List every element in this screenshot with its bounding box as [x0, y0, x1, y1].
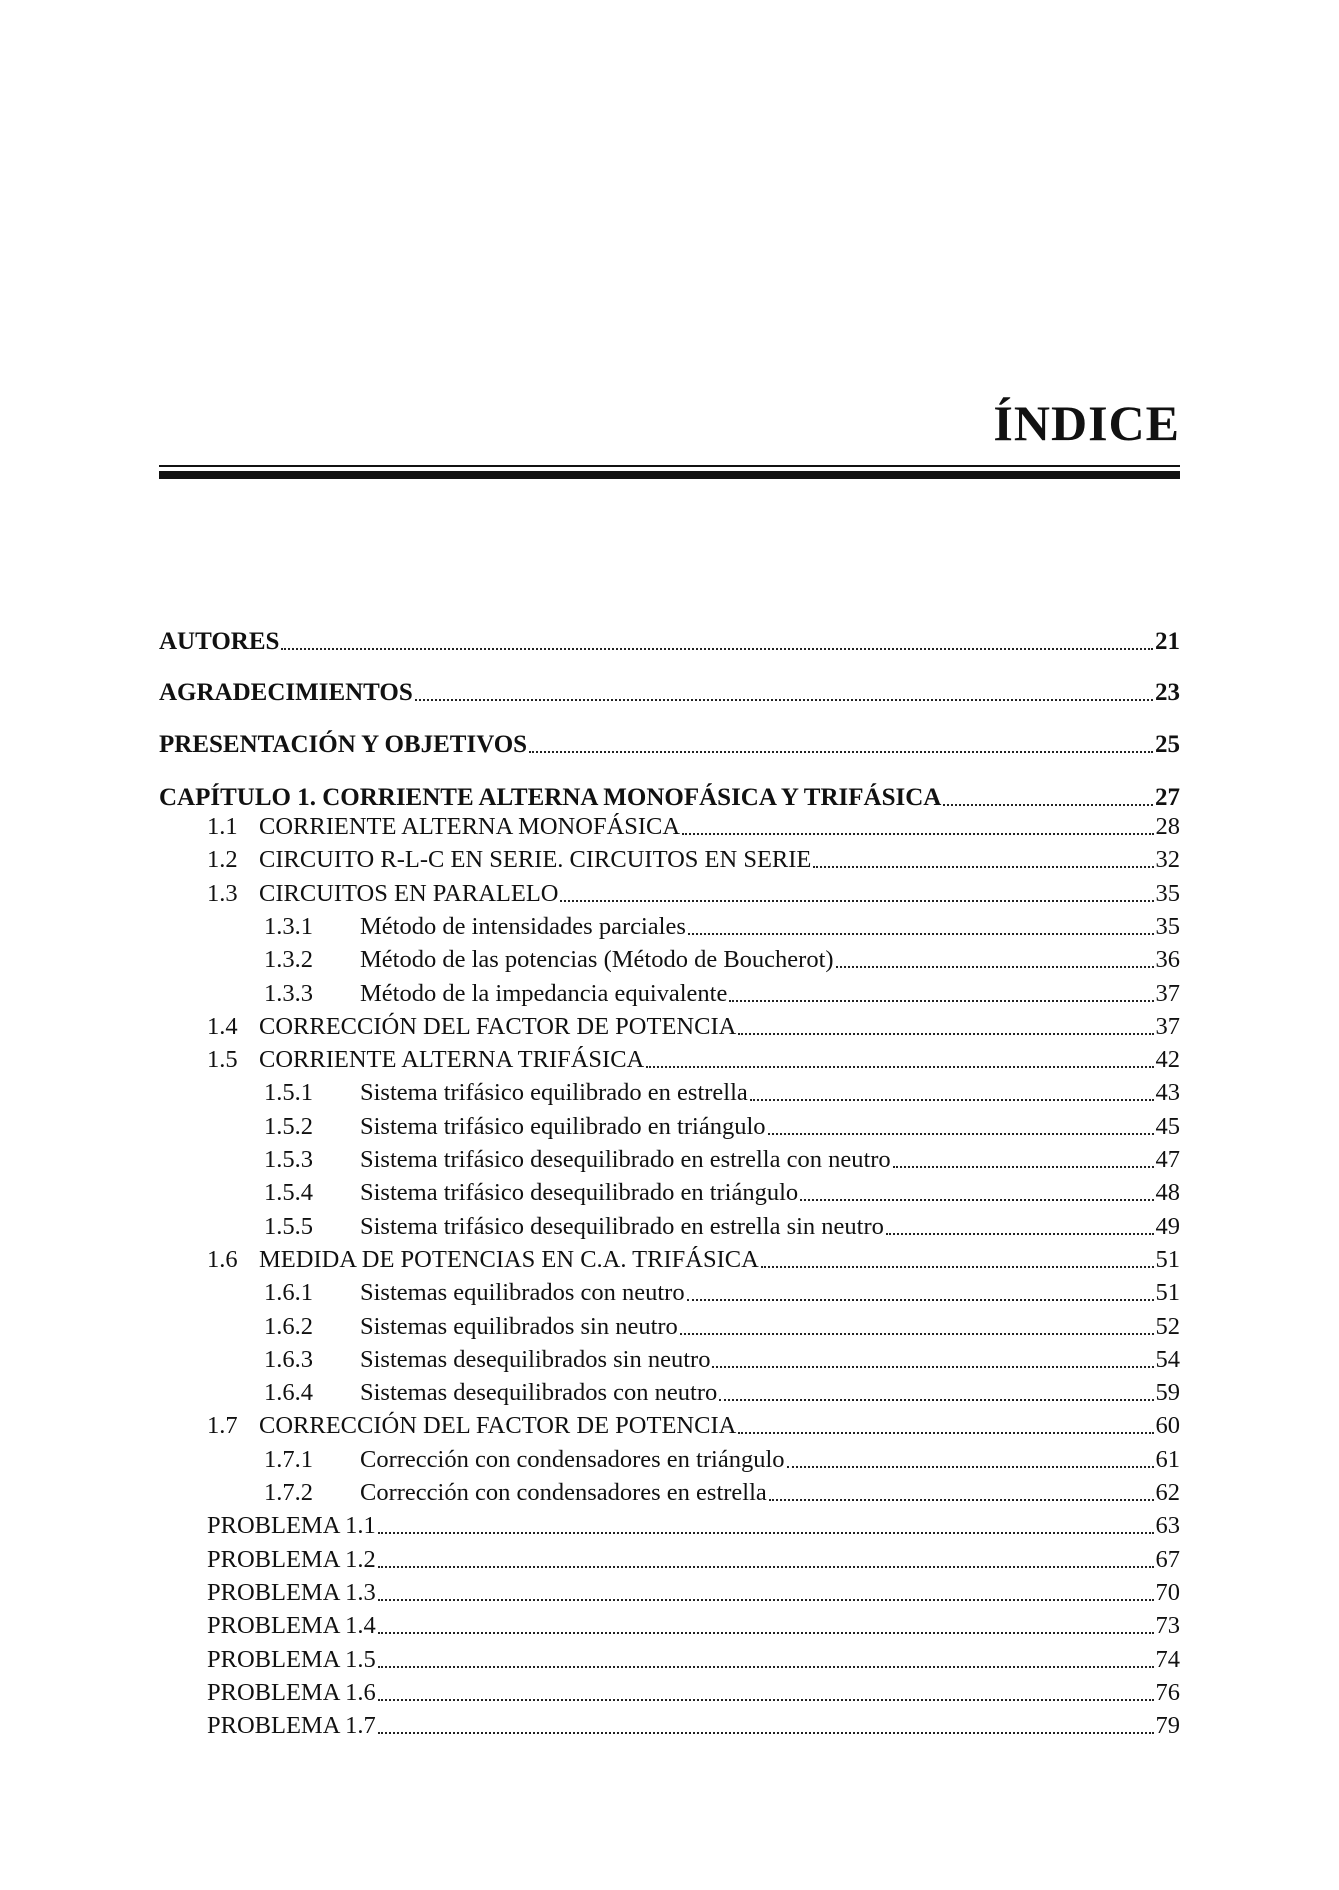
toc-entry-page: 28: [1155, 813, 1180, 840]
dot-leader: [750, 1099, 1154, 1101]
toc-section-entry[interactable]: [159, 880, 1180, 908]
toc-entry-number: 1.7.2: [264, 1479, 313, 1506]
dot-leader: [378, 1732, 1154, 1734]
toc-entry-number: 1.4: [207, 1012, 238, 1040]
dot-leader: [712, 1366, 1153, 1368]
toc-entry-number: 1.6: [207, 1245, 238, 1273]
toc-subsection-entry[interactable]: [159, 1279, 1180, 1307]
toc-entry-title: Sistema trifásico desequilibrado en triángulo: [360, 1179, 799, 1207]
dot-leader: [738, 1432, 1153, 1434]
dot-leader: [719, 1399, 1153, 1401]
dot-leader: [769, 1499, 1154, 1501]
toc-entry-page: 35: [1155, 879, 1180, 907]
toc-entry-title: CORRECCIÓN DEL FACTOR DE POTENCIA: [259, 1412, 737, 1440]
toc-entry-page: 21: [1155, 628, 1180, 655]
toc-entry-title: Método de las potencias (Método de Boucherot): [360, 946, 834, 974]
toc-subsection-entry[interactable]: [159, 1313, 1180, 1341]
toc-entry-page: 36: [1155, 946, 1180, 974]
toc-entry-page: 54: [1155, 1345, 1180, 1373]
toc-main-entry[interactable]: [159, 679, 1180, 707]
toc-entry-number: 1.7.1: [264, 1445, 313, 1473]
dot-leader: [378, 1666, 1154, 1668]
toc-entry-title: Sistemas equilibrados con neutro: [360, 1279, 685, 1307]
dot-leader: [281, 648, 1153, 650]
toc-entry-page: 76: [1155, 1678, 1180, 1706]
toc-entry-page: 42: [1155, 1046, 1180, 1074]
toc-entry-title: Sistema trifásico desequilibrado en estrella con neutro: [360, 1146, 891, 1173]
toc-entry-page: 32: [1155, 846, 1180, 874]
toc-entry-title: PRESENTACIÓN Y OBJETIVOS: [159, 731, 528, 758]
dot-leader: [943, 804, 1153, 806]
toc-entry-title: MEDIDA DE POTENCIAS EN C.A. TRIFÁSICA: [259, 1245, 759, 1273]
toc-problem-entry[interactable]: [159, 1646, 1180, 1674]
toc-entry-title: PROBLEMA 1.3: [207, 1578, 376, 1606]
toc-entry-number: 1.2: [207, 846, 238, 874]
toc-entry-page: 70: [1155, 1578, 1180, 1606]
dot-leader: [378, 1599, 1154, 1601]
toc-problem-entry[interactable]: [159, 1679, 1180, 1707]
toc-entry-page: 27: [1155, 784, 1180, 811]
toc-entry-number: 1.3: [207, 879, 238, 907]
toc-entry-number: 1.3.3: [264, 979, 313, 1007]
dot-leader: [687, 1299, 1154, 1301]
toc-entry-number: 1.5.3: [264, 1146, 313, 1173]
toc-entry-page: 61: [1155, 1445, 1180, 1473]
dot-leader: [560, 900, 1153, 902]
toc-entry-page: 47: [1155, 1146, 1180, 1173]
toc-entry-title: Sistemas equilibrados sin neutro: [360, 1312, 678, 1340]
toc-main-entry[interactable]: [159, 628, 1180, 656]
toc-entry-number: 1.3.1: [264, 912, 313, 940]
dot-leader: [800, 1199, 1153, 1201]
toc-entry-title: Sistemas desequilibrados con neutro: [360, 1379, 718, 1407]
toc-entry-page: 37: [1155, 1012, 1180, 1040]
toc-main-entry[interactable]: [159, 784, 1180, 812]
toc-entry-number: 1.6.3: [264, 1345, 313, 1373]
toc-problem-entry[interactable]: [159, 1712, 1180, 1740]
toc-entry-title: Sistema trifásico desequilibrado en estrella sin neutro: [360, 1212, 884, 1240]
toc-entry-title: CORRECCIÓN DEL FACTOR DE POTENCIA: [259, 1012, 737, 1040]
toc-entry-title: PROBLEMA 1.5: [207, 1645, 376, 1673]
toc-subsection-entry[interactable]: [159, 980, 1180, 1008]
toc-entry-title: AUTORES: [159, 628, 280, 655]
toc-entry-page: 37: [1155, 979, 1180, 1007]
toc-entry-title: PROBLEMA 1.2: [207, 1545, 376, 1573]
toc-entry-title: Sistema trifásico equilibrado en triángulo: [360, 1112, 766, 1140]
dot-leader: [787, 1466, 1154, 1468]
title-rule-thin: [159, 465, 1180, 467]
dot-leader: [761, 1266, 1154, 1268]
toc-section-entry[interactable]: [159, 846, 1180, 874]
toc-entry-page: 79: [1155, 1712, 1180, 1740]
dot-leader: [813, 866, 1153, 868]
toc-subsection-entry[interactable]: [159, 1379, 1180, 1407]
dot-leader: [415, 699, 1153, 701]
dot-leader: [729, 1000, 1153, 1002]
toc-subsection-entry[interactable]: [159, 1179, 1180, 1207]
toc-entry-page: 73: [1155, 1612, 1180, 1640]
toc-entry-title: Método de intensidades parciales: [360, 912, 686, 940]
toc-entry-title: CIRCUITOS EN PARALELO: [259, 879, 559, 907]
dot-leader: [893, 1166, 1154, 1168]
toc-entry-page: 23: [1155, 679, 1180, 706]
toc-subsection-entry[interactable]: [159, 1479, 1180, 1507]
dot-leader: [529, 751, 1153, 753]
toc-entry-title: PROBLEMA 1.7: [207, 1712, 376, 1740]
toc-entry-title: PROBLEMA 1.4: [207, 1612, 376, 1640]
toc-entry-title: Corrección con condensadores en estrella: [360, 1479, 767, 1506]
toc-entry-page: 35: [1155, 912, 1180, 940]
dot-leader: [768, 1133, 1154, 1135]
toc-entry-number: 1.5.5: [264, 1212, 313, 1240]
dot-leader: [688, 933, 1154, 935]
toc-entry-page: 62: [1155, 1479, 1180, 1506]
toc-entry-page: 67: [1155, 1545, 1180, 1573]
toc-entry-page: 52: [1155, 1312, 1180, 1340]
toc-entry-number: 1.6.1: [264, 1279, 313, 1307]
dot-leader: [738, 1033, 1153, 1035]
dot-leader: [378, 1699, 1154, 1701]
toc-subsection-entry[interactable]: [159, 946, 1180, 974]
toc-entry-title: CIRCUITO R-L-C EN SERIE. CIRCUITOS EN SERIE: [259, 846, 812, 874]
toc-entry-title: Método de la impedancia equivalente: [360, 979, 728, 1007]
toc-entry-title: CORRIENTE ALTERNA TRIFÁSICA: [259, 1046, 645, 1074]
toc-subsection-entry[interactable]: [159, 1213, 1180, 1241]
toc-problem-entry[interactable]: [159, 1546, 1180, 1574]
toc-problem-entry[interactable]: [159, 1579, 1180, 1607]
toc-entry-number: 1.6.2: [264, 1312, 313, 1340]
toc-entry-title: CAPÍTULO 1. CORRIENTE ALTERNA MONOFÁSICA Y TRIFÁSICA: [159, 784, 942, 811]
dot-leader: [682, 833, 1153, 835]
toc-entry-page: 51: [1155, 1245, 1180, 1273]
toc-entry-title: Sistemas desequilibrados sin neutro: [360, 1345, 711, 1373]
toc-subsection-entry[interactable]: [159, 1346, 1180, 1374]
toc-subsection-entry[interactable]: [159, 913, 1180, 941]
toc-section-entry[interactable]: [159, 1412, 1180, 1440]
dot-leader: [646, 1066, 1153, 1068]
toc-main-entry[interactable]: [159, 731, 1180, 759]
toc-section-entry[interactable]: [159, 1046, 1180, 1074]
toc-section-entry[interactable]: [159, 1013, 1180, 1041]
dot-leader: [836, 966, 1154, 968]
dot-leader: [886, 1233, 1154, 1235]
toc-subsection-entry[interactable]: [159, 1146, 1180, 1174]
toc-entry-title: Sistema trifásico equilibrado en estrella: [360, 1079, 748, 1107]
dot-leader: [680, 1333, 1154, 1335]
page-title: ÍNDICE: [993, 395, 1180, 451]
toc-entry-number: 1.7: [207, 1412, 238, 1440]
toc-entry-page: 25: [1155, 731, 1180, 758]
toc-entry-page: 49: [1155, 1212, 1180, 1240]
toc-subsection-entry[interactable]: [159, 1446, 1180, 1474]
toc-entry-number: 1.1: [207, 813, 238, 840]
toc-subsection-entry[interactable]: [159, 1113, 1180, 1141]
toc-entry-title: Corrección con condensadores en triángulo: [360, 1445, 785, 1473]
dot-leader: [378, 1632, 1154, 1634]
toc-entry-number: 1.5.2: [264, 1112, 313, 1140]
toc-entry-number: 1.3.2: [264, 946, 313, 974]
toc-entry-page: 59: [1155, 1379, 1180, 1407]
toc-subsection-entry[interactable]: [159, 1079, 1180, 1107]
toc-entry-title: AGRADECIMIENTOS: [159, 679, 413, 706]
toc-entry-title: PROBLEMA 1.6: [207, 1678, 376, 1706]
toc-entry-page: 48: [1155, 1179, 1180, 1207]
title-rule-thick: [159, 471, 1180, 479]
toc-problem-entry[interactable]: [159, 1612, 1180, 1640]
toc-problem-entry[interactable]: [159, 1512, 1180, 1540]
toc-entry-number: 1.5: [207, 1046, 238, 1074]
dot-leader: [378, 1532, 1154, 1534]
toc-entry-title: CORRIENTE ALTERNA MONOFÁSICA: [259, 813, 681, 840]
toc-entry-page: 43: [1155, 1079, 1180, 1107]
dot-leader: [378, 1566, 1154, 1568]
toc-entry-page: 74: [1155, 1645, 1180, 1673]
toc-entry-number: 1.5.1: [264, 1079, 313, 1107]
toc-entry-title: PROBLEMA 1.1: [207, 1512, 376, 1540]
toc-entry-page: 60: [1155, 1412, 1180, 1440]
toc-entry-page: 45: [1155, 1112, 1180, 1140]
toc-section-entry[interactable]: [159, 1246, 1180, 1274]
toc-entry-number: 1.6.4: [264, 1379, 313, 1407]
toc-section-entry[interactable]: [159, 813, 1180, 841]
toc-entry-number: 1.5.4: [264, 1179, 313, 1207]
toc-entry-page: 51: [1155, 1279, 1180, 1307]
toc-entry-page: 63: [1155, 1512, 1180, 1540]
